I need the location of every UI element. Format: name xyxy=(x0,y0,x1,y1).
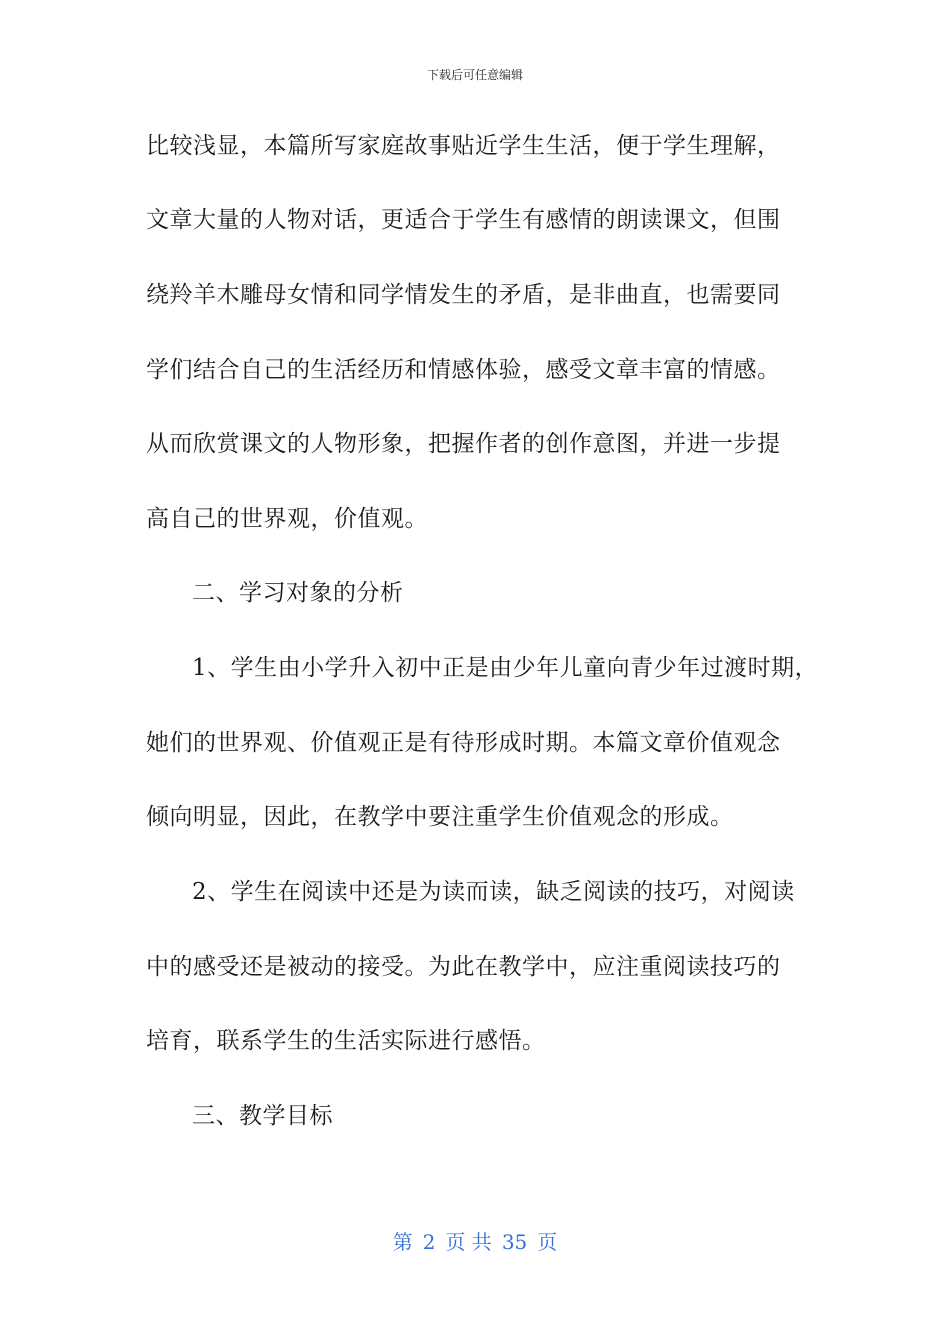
body-line: 2、学生在阅读中还是为读而读，缺乏阅读的技巧，对阅读 xyxy=(192,879,795,905)
body-line: 培育，联系学生的生活实际进行感悟。 xyxy=(146,1028,546,1054)
body-line: 绕羚羊木雕母女情和同学情发生的矛盾，是非曲直，也需要同 xyxy=(146,282,781,308)
footer-prefix: 第 xyxy=(392,1230,413,1254)
body-line: 倾向明显，因此，在教学中要注重学生价值观念的形成。 xyxy=(146,804,734,830)
body-line: 1、学生由小学升入初中正是由少年儿童向青少年过渡时期， xyxy=(192,655,819,681)
section-heading: 二、学习对象的分析 xyxy=(192,580,404,606)
body-line: 从而欣赏课文的人物形象，把握作者的创作意图，并进一步提 xyxy=(146,431,781,457)
body-line: 她们的世界观、价值观正是有待形成时期。本篇文章价值观念 xyxy=(146,730,781,756)
footer-suffix: 页 xyxy=(537,1230,558,1254)
body-line: 高自己的世界观，价值观。 xyxy=(146,506,428,532)
footer-page-number: 2 xyxy=(422,1230,436,1254)
page-footer xyxy=(0,1226,950,1255)
footer-total-pages: 35 xyxy=(501,1230,528,1254)
header-note: 下载后可任意编辑 xyxy=(426,68,523,82)
body-line: 学们结合自己的生活经历和情感体验，感受文章丰富的情感。 xyxy=(146,357,781,383)
section-heading: 三、教学目标 xyxy=(192,1103,333,1129)
footer-middle: 页 共 xyxy=(445,1230,492,1254)
body-line: 中的感受还是被动的接受。为此在教学中，应注重阅读技巧的 xyxy=(146,954,781,980)
body-line: 比较浅显，本篇所写家庭故事贴近学生生活，便于学生理解， xyxy=(146,133,781,159)
body-line: 文章大量的人物对话，更适合于学生有感情的朗读课文，但围 xyxy=(146,207,781,233)
